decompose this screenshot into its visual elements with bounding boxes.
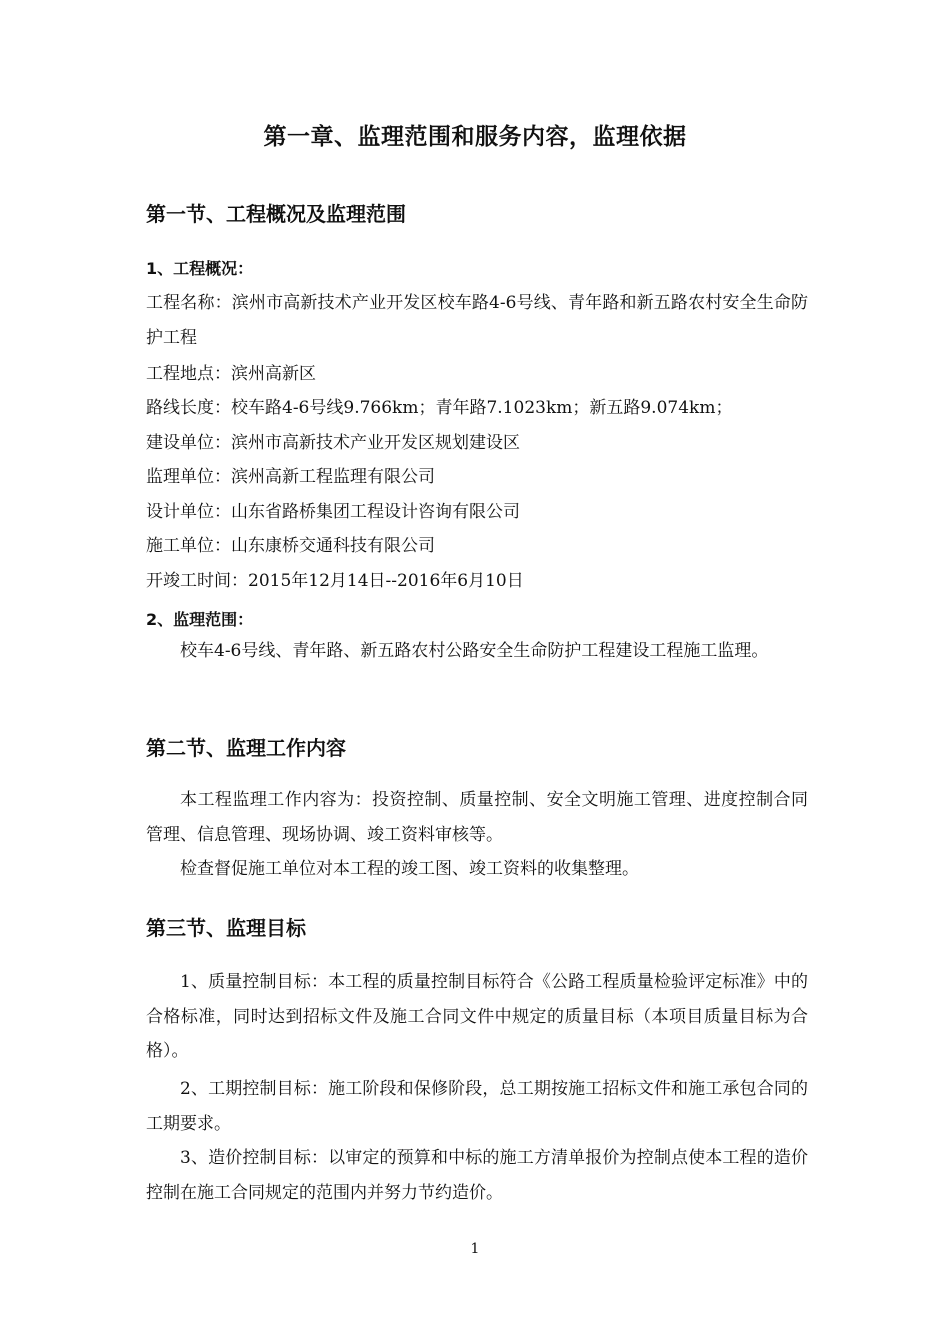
construction-period: 开竣工时间：2015年12月14日--2016年6月10日	[146, 571, 524, 591]
cost-goal-paragraph: 3、造价控制目标：以审定的预算和中标的施工方清单报价为控制点使本工程的造价控制在施工合同规定的范围内并努力节约造价。	[146, 1148, 808, 1203]
supervision-scope-text: 校车4-6号线、青年路、新五路农村公路安全生命防护工程建设工程施工监理。	[180, 641, 769, 661]
work-content-paragraph: 本工程监理工作内容为：投资控制、质量控制、安全文明施工管理、进度控制合同管理、信息管理、现场协调、竣工资料审核等。	[146, 790, 808, 845]
schedule-goal-paragraph: 2、工期控制目标：施工阶段和保修阶段，总工期按施工招标文件和施工承包合同的工期要求。	[146, 1079, 808, 1134]
route-length: 路线长度：校车路4-6号线9.766km；青年路7.1023km；新五路9.074km；	[146, 398, 733, 418]
section2-heading: 第二节、监理工作内容	[146, 736, 346, 760]
supervision-scope-heading: 2、监理范围：	[146, 610, 254, 629]
completion-docs-paragraph: 检查督促施工单位对本工程的竣工图、竣工资料的收集整理。	[180, 859, 639, 879]
chapter-title: 第一章、监理范围和服务内容，监理依据	[263, 124, 687, 150]
project-overview-heading: 1、工程概况：	[146, 259, 254, 278]
project-location: 工程地点：滨州高新区	[146, 364, 316, 384]
quality-goal-paragraph: 1、质量控制目标：本工程的质量控制目标符合《公路工程质量检验评定标准》中的合格标准，同时达到招标文件及施工合同文件中规定的质量目标（本项目质量目标为合格）。	[146, 972, 808, 1061]
section1-heading: 第一节、工程概况及监理范围	[146, 202, 406, 226]
contractor-unit: 施工单位：山东康桥交通科技有限公司	[146, 536, 435, 556]
design-unit: 设计单位：山东省路桥集团工程设计咨询有限公司	[146, 502, 520, 522]
section3-heading: 第三节、监理目标	[146, 916, 306, 940]
supervision-unit: 监理单位：滨州高新工程监理有限公司	[146, 467, 435, 487]
page-number: 1	[470, 1241, 480, 1257]
project-name: 工程名称：滨州市高新技术产业开发区校车路4-6号线、青年路和新五路农村安全生命防护工程	[146, 293, 808, 348]
construction-unit: 建设单位：滨州市高新技术产业开发区规划建设区	[146, 433, 520, 453]
